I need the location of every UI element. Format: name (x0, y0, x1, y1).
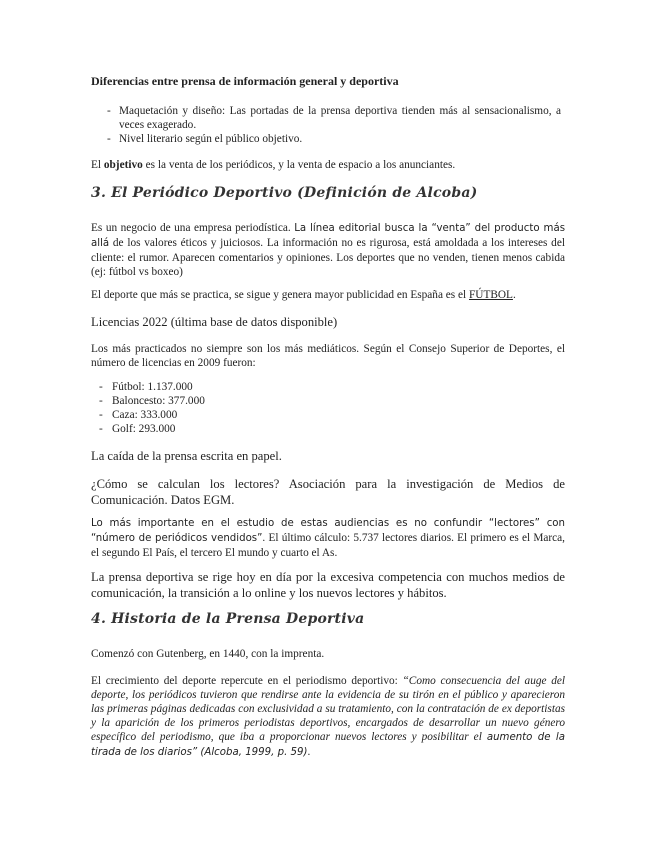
differences-list (91, 104, 565, 146)
list-item: - Maquetación y diseño: Las portadas de la prensa deportiva tienden más al sensacionalismo, a veces exagerado. (91, 104, 565, 132)
list-item: - Golf: 293.000 (91, 422, 565, 436)
gutenberg-paragraph: Comenzó con Gutenberg, en 1440, con la imprenta. (91, 648, 325, 660)
heading-section-3: 3. El Periódico Deportivo (Definición de Alcoba) (91, 185, 478, 201)
football-link-text: FÚTBOL (469, 289, 513, 301)
audience-paragraph: Lo más importante en el estudio de estas audiencias es no confundir “lectores” con “número de periódicos vendidos”. El último cálculo: 5.737 lectores diarios. El primero es el Marca, el segundo El País, el tercero El mundo y cuarto el As. (91, 518, 566, 559)
editorial-line-highlight: La línea editorial busca la “venta” del producto más allá (91, 223, 566, 249)
list-item: - Fútbol: 1.137.000 (91, 380, 565, 394)
alcoba-quote: “Como consecuencia del auge del deporte, los periódicos tuvieron que rendirse ante la evidencia de su tirón en el público y aparecieron las primeras páginas dedicadas con exclusividad a su tratamiento, con la contratación de ex deportistas y la aparición de los primeros periodistas deportivos, encargados de desarrollar un nuevo género específico del periodismo, que iba a proporcionar nuevos lectores y posibilitar el (91, 675, 566, 743)
paper-decline: La caída de la prensa escrita en papel. (91, 449, 282, 463)
objective-keyword: objetivo (103, 159, 143, 171)
citation: (Alcoba, 1999, p. 59) (197, 747, 308, 758)
list-item: - Caza: 333.000 (91, 408, 565, 422)
competition-paragraph: La prensa deportiva se rige hoy en día por la excesiva competencia con muchos medios de comunicación, la transición a lo online y los nuevos lectores y hábitos. (91, 570, 565, 600)
list-item: - Nivel literario según el público objetivo. (91, 132, 565, 146)
readers-question: ¿Cómo se calculan los lectores? Asociación para la investigación de Medios de Comunicación. Datos EGM. (91, 477, 565, 507)
licenses-intro: Los más practicados no siempre son los más mediáticos. Según el Consejo Superior de Deportes, el número de licencias en 2009 fueron: (91, 343, 565, 369)
list-item: - Baloncesto: 377.000 (91, 394, 565, 408)
alcoba-quote-end: aumento de la tirada de los diarios” (91, 732, 566, 758)
section-title-differences: Diferencias entre prensa de información general y deportiva (91, 74, 399, 88)
football-paragraph: El deporte que más se practica, se sigue y genera mayor publicidad en España es el FÚTBOL. (91, 289, 516, 301)
heading-section-4: 4. Historia de la Prensa Deportiva (91, 611, 365, 627)
definition-paragraph: Es un negocio de una empresa periodística. La línea editorial busca la “venta” del producto más allá de los valores éticos y juiciosos. La información no es rigurosa, está amoldada a los intereses del cliente: el rumor. Aparecen comentarios y opiniones. Los deportes que no venden, tienen menos cabida (ej: fútbol vs boxeo) (91, 222, 566, 278)
licenses-list (91, 380, 565, 436)
licenses-heading: Licencias 2022 (última base de datos disponible) (91, 315, 338, 329)
audience-highlight: Lo más importante en el estudio de estas audiencias es no confundir “lectores” con “número de periódicos vendidos” (91, 518, 565, 544)
history-paragraph: El crecimiento del deporte repercute en el periodismo deportivo: “Como consecuencia del auge del deporte, los periódicos tuvieron que rendirse ante la evidencia de su tirón en el público y aparecieron las primeras páginas dedicadas con exclusividad a su tratamiento, con la contratación de ex deportistas y la aparición de los primeros periodistas deportivos, encargados de desarrollar un nuevo género específico del periodismo, que iba a proporcionar nuevos lectores y posibilitar el aumento de la tirada de los diarios” (Alcoba, 1999, p. 59). (91, 675, 566, 758)
objective-paragraph: El objetivo es la venta de los periódicos, y la venta de espacio a los anunciantes. (91, 159, 456, 171)
